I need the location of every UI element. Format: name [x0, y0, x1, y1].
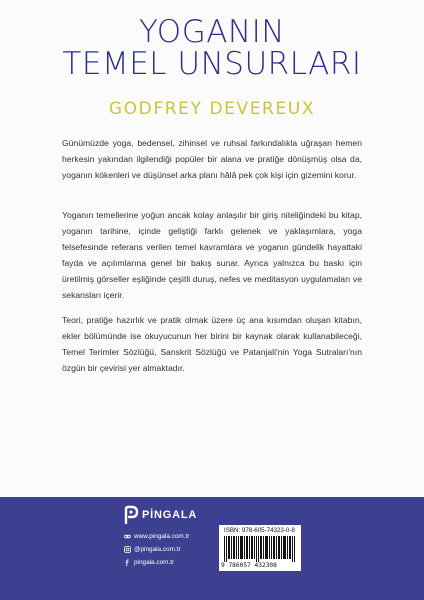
blurb-paragraph-1: Günümüzde yoga, bedensel, zihinsel ve ruhsal farkındalıkla uğraşan hemen herkesin yakından ilgilendiği popüler bir alana ve pratiğe dönüşmüş olsa da, yoganın kökenleri ve düşünsel arka planı hâlâ pek çok kişi için gizemini korur. — [62, 138, 362, 180]
pingala-logo-icon — [123, 505, 139, 525]
contact-instagram[interactable] — [124, 544, 189, 554]
barcode — [223, 536, 297, 562]
website-text: www.pingala.com.tr — [134, 532, 190, 540]
link-icon — [124, 533, 131, 540]
isbn-label: ISBN: 978-605-74323-0-8 — [224, 527, 295, 534]
publisher-contacts — [124, 531, 189, 570]
contact-website[interactable] — [124, 531, 189, 541]
isbn-barcode-box — [219, 525, 301, 571]
instagram-text: @pingala.com.tr — [134, 545, 181, 553]
barcode-digits: 9 786057 432308 — [221, 562, 277, 569]
book-title-line-2: TEMEL UNSURLARI — [62, 46, 362, 82]
contact-facebook[interactable] — [124, 557, 189, 567]
blurb-paragraph-3: Teori, pratiğe hazırlık ve pratik olmak üzere üç ana kısımdan oluşan kitabın, ekler bölümünde ise okuyucunun her birini bir kaynak olarak kullanabileceği, Temel Terimler Sözlüğü, Sanskrit Sözlüğü ve Patanjali'nin Yoga Sutraları'nın özgün bir çevirisi yer almaktadır. — [62, 315, 362, 373]
publisher-logo — [123, 505, 243, 525]
publisher-name: PİNGALA — [142, 509, 198, 521]
blurb-paragraph-2: Yoganın temellerine yoğun ancak kolay anlaşılır bir giriş niteliğindeki bu kitap, yoganın tarihine, içinde geliştiği farklı gelenek ve yaklaşımlara, yoga felsefesinde referans verilen temel kavramlara ve yoganın gündelik hayattaki fayda ve açılımlarına genel bir bakış sunar. Ayrıca yalnızca bu baskı için üretilmiş görseller eşliğinde çeşitli duruş, nefes ve meditasyon uygulamaları ve sekansları içerir. — [62, 210, 362, 300]
author-name: GODFREY DEVEREUX — [108, 99, 316, 119]
facebook-text: pingala.com.tr — [134, 558, 175, 566]
book-title-line-1: YOGANIN — [139, 14, 285, 50]
facebook-icon — [124, 559, 131, 566]
instagram-icon — [124, 546, 131, 553]
